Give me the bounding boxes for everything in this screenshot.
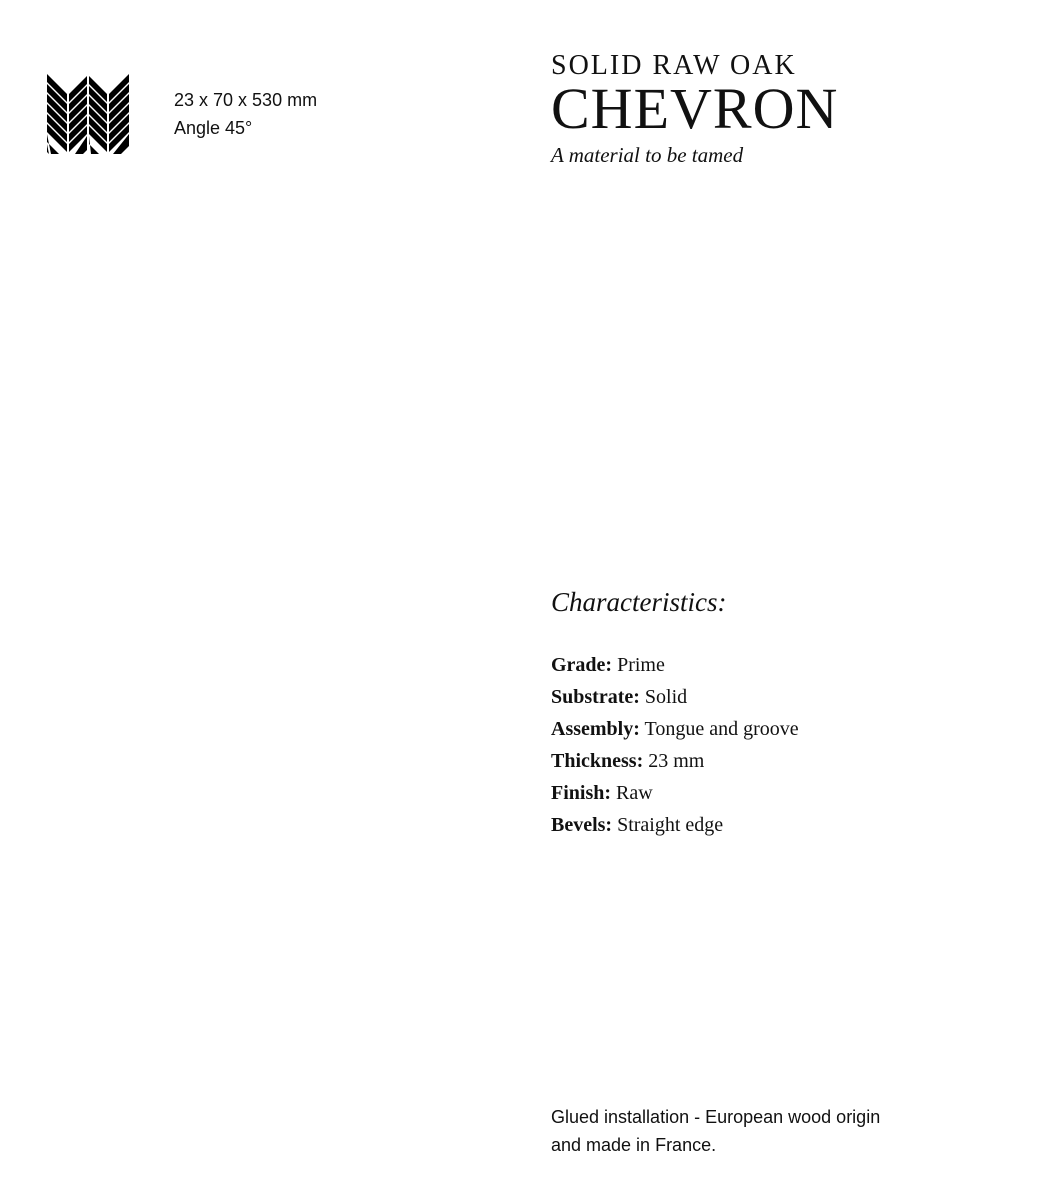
dimensions-text: 23 x 70 x 530 mm — [174, 90, 318, 110]
installation-note: Glued installation - European wood origin and made in France. — [551, 1107, 881, 1155]
product-specs — [174, 86, 317, 142]
product-category: SOLID RAW OAK — [551, 50, 797, 81]
characteristic-value: Tongue and groove — [644, 718, 799, 740]
characteristic-value: Prime — [617, 654, 665, 676]
characteristic-grade — [551, 649, 799, 681]
characteristic-label: Assembly: — [551, 718, 640, 740]
characteristic-label: Finish: — [551, 782, 612, 804]
characteristic-label: Substrate: — [551, 686, 640, 708]
chevron-pattern-icon — [47, 72, 129, 154]
characteristic-bevels — [551, 809, 799, 841]
characteristic-value: 23 mm — [648, 750, 705, 772]
characteristic-finish — [551, 777, 799, 809]
characteristic-value: Solid — [644, 686, 688, 708]
characteristic-thickness — [551, 745, 799, 777]
characteristics-heading: Characteristics: — [551, 587, 727, 617]
title-block — [551, 50, 1031, 170]
characteristic-value: Straight edge — [617, 814, 724, 836]
product-name: CHEVRON — [551, 76, 839, 141]
product-tagline: A material to be tamed — [551, 143, 744, 167]
characteristic-label: Grade: — [551, 654, 613, 676]
angle-text: Angle 45° — [174, 118, 253, 138]
characteristic-label: Bevels: — [551, 814, 613, 836]
characteristic-value: Raw — [616, 782, 653, 804]
characteristics-list — [551, 649, 799, 841]
characteristic-substrate — [551, 681, 799, 713]
characteristic-label: Thickness: — [551, 750, 644, 772]
characteristic-assembly — [551, 713, 799, 745]
